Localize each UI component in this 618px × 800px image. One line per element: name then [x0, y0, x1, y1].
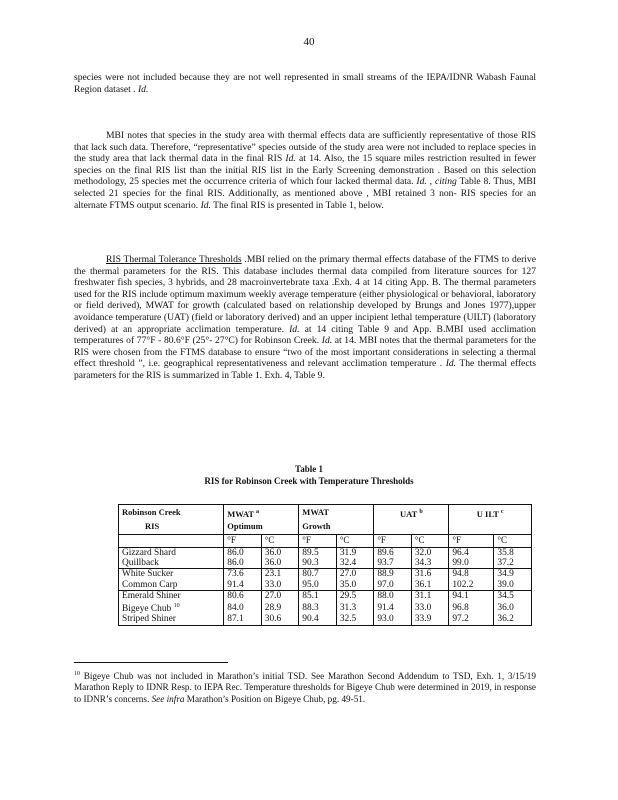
- header-mwat-growth: MWAT: [299, 505, 374, 522]
- temperature-value: 97.2: [449, 614, 494, 625]
- citing-word: citing: [434, 176, 457, 188]
- paragraph-1: [74, 72, 536, 95]
- table-row: [119, 614, 532, 625]
- temperature-value: 28.9: [261, 601, 299, 614]
- paragraph-2-text: The final RIS is presented in Table 1, below.: [210, 199, 384, 211]
- species-name: Quillback: [119, 558, 224, 569]
- section-heading: RIS Thermal Tolerance Thresholds: [106, 254, 242, 265]
- table-caption: [0, 463, 618, 487]
- paragraph-3-text: The thermal effects parameters for the RIS is summarized in Table 1. Exh. 4, Table 9.: [74, 358, 536, 381]
- temperature-value: 89.6: [374, 548, 412, 559]
- table-row: [119, 548, 532, 559]
- table-row: [119, 580, 532, 591]
- header-mwat-growth-sub: Growth: [299, 521, 374, 535]
- temperature-value: 33.0: [411, 601, 449, 614]
- table-row: [119, 569, 532, 580]
- temperature-value: 31.3: [336, 601, 374, 614]
- unit-f: °F: [449, 535, 494, 548]
- temperature-value: 96.8: [449, 601, 494, 614]
- temperature-value: 31.6: [411, 569, 449, 580]
- temperature-value: 102.2: [449, 580, 494, 591]
- citation-id: Id.: [289, 323, 300, 335]
- temperature-value: 36.0: [494, 601, 532, 614]
- citation-id: Id.: [445, 358, 457, 370]
- temperature-value: 90.3: [299, 558, 337, 569]
- header-species: Robinson Creek: [119, 505, 224, 522]
- unit-f: °F: [299, 535, 337, 548]
- table-row: [119, 590, 532, 601]
- temperature-value: 33.9: [411, 614, 449, 625]
- temperature-value: 39.0: [494, 580, 532, 591]
- temperature-value: 97.0: [374, 580, 412, 591]
- paragraph-2-text: Table 8. Thus, MBI selected 21 species for the final RIS. Additionally, as mentioned above , MBI retained 3 non- RIS species for an alternate FTMS output scenario.: [74, 176, 536, 211]
- footnote-rule: [74, 662, 228, 663]
- temperature-value: 32.4: [336, 558, 374, 569]
- citation-id: Id.: [285, 153, 296, 165]
- temperature-value: 29.5: [336, 590, 374, 601]
- temperature-value: 35.8: [494, 548, 532, 559]
- header-uilt: U ILT $^c$: [449, 505, 532, 522]
- citation-id: Id.: [137, 83, 149, 95]
- unit-c: °C: [336, 535, 374, 548]
- header-species-sub: RIS: [119, 521, 224, 535]
- see-infra: See infra: [151, 693, 185, 704]
- paragraph-3-text: at 14. MBI notes that the thermal parameters for the RIS were chosen from the FTMS database to ensure “two of the most important considerations in selecting a thermal effect threshold ”, i.e. geographical representativeness and relevant acclimation temperature .: [74, 335, 536, 370]
- header-unit-blank: [119, 535, 224, 548]
- temperature-value: 34.9: [494, 569, 532, 580]
- temperature-value: 37.2: [494, 558, 532, 569]
- temperature-value: 27.0: [336, 569, 374, 580]
- table-body: [119, 548, 532, 626]
- temperature-value: 31.9: [336, 548, 374, 559]
- unit-f: °F: [224, 535, 262, 548]
- temperature-value: 36.1: [411, 580, 449, 591]
- temperature-value: 30.6: [261, 614, 299, 625]
- paragraph-2-text: at 14. Also, the 15 square miles restriction resulted in fewer species on the final RIS list than the initial RIS list in the Early Screening demonstration . Based on this selection methodology, 25 species met the occurrence criteria of which four lacked thermal data.: [74, 153, 536, 188]
- paragraph-1-text: species were not included because they are not well represented in small streams of the IEPA/IDNR Wabash Faunal Region dataset .: [74, 72, 536, 95]
- species-name: Striped Shiner: [119, 614, 224, 625]
- species-name: Bigeye Chub $^{10}$: [119, 601, 224, 614]
- temperature-value: 93.7: [374, 558, 412, 569]
- header-mwat-optimum-sub: Optimum: [224, 521, 299, 535]
- citation-id: Id.: [200, 199, 211, 211]
- species-name: White Sucker: [119, 569, 224, 580]
- temperature-value: 84.0: [224, 601, 262, 614]
- header-mwat-optimum: MWAT $^a$: [224, 505, 299, 522]
- ris-temperature-table: [118, 504, 532, 626]
- temperature-value: 96.4: [449, 548, 494, 559]
- temperature-value: 34.3: [411, 558, 449, 569]
- temperature-value: 88.3: [299, 601, 337, 614]
- unit-c: °C: [261, 535, 299, 548]
- citation-id: Id.: [321, 335, 333, 347]
- unit-f: °F: [374, 535, 412, 548]
- table-number: Table 1: [295, 464, 323, 474]
- temperature-value: 36.0: [261, 548, 299, 559]
- temperature-value: 32.0: [411, 548, 449, 559]
- header-uilt-sub: [449, 521, 532, 535]
- temperature-value: 93.0: [374, 614, 412, 625]
- temperature-value: 85.1: [299, 590, 337, 601]
- temperature-value: 34.5: [494, 590, 532, 601]
- temperature-value: 95.0: [299, 580, 337, 591]
- temperature-value: 23.1: [261, 569, 299, 580]
- species-name: Gizzard Shard: [119, 548, 224, 559]
- temperature-value: 90.4: [299, 614, 337, 625]
- paragraph-2-text: ,: [426, 176, 435, 188]
- unit-c: °C: [411, 535, 449, 548]
- paragraph-2: [74, 130, 536, 211]
- species-name: Emerald Shiner: [119, 590, 224, 601]
- temperature-value: 87.1: [224, 614, 262, 625]
- temperature-value: 33.0: [261, 580, 299, 591]
- temperature-value: 32.5: [336, 614, 374, 625]
- temperature-value: 80.7: [299, 569, 337, 580]
- temperature-value: 91.4: [374, 601, 412, 614]
- citation-id: Id.: [416, 176, 427, 188]
- temperature-value: 88.0: [374, 590, 412, 601]
- page-number: 40: [303, 36, 315, 48]
- paragraph-3-text: at 14 citing Table 9 and App. B.MBI used acclimation temperatures of 77°F - 80.6°F (25°- 27°C) for Robinson Creek.: [74, 323, 536, 347]
- temperature-value: 36.2: [494, 614, 532, 625]
- temperature-value: 94.1: [449, 590, 494, 601]
- temperature-value: 35.0: [336, 580, 374, 591]
- temperature-value: 36.0: [261, 558, 299, 569]
- temperature-value: 86.0: [224, 558, 262, 569]
- footnote-text: Marathon’s Position on Bigeye Chub, pg. 49-51.: [184, 693, 366, 704]
- temperature-value: 27.0: [261, 590, 299, 601]
- table-title: RIS for Robinson Creek with Temperature Thresholds: [204, 476, 414, 486]
- table-row: [119, 558, 532, 569]
- footnote-text: Bigeye Chub was not included in Marathon’s initial TSD. See Marathon Second Addendum to TSD, Exh. 1, 3/15/19 Marathon Reply to IDNR Resp. to IEPA Rec. Temperature thresholds for Bigeye Chub were determined in 2019, in response to IDNR’s concerns.: [74, 671, 536, 704]
- temperature-value: 89.5: [299, 548, 337, 559]
- species-name: Common Carp: [119, 580, 224, 591]
- footnote-10: [74, 669, 536, 705]
- temperature-value: 91.4: [224, 580, 262, 591]
- temperature-value: 88.9: [374, 569, 412, 580]
- table-row: [119, 601, 532, 614]
- temperature-value: 99.0: [449, 558, 494, 569]
- paragraph-2-text: MBI notes that species in the study area with thermal effects data are sufficiently representative of those RIS that lack such data. Therefore, “representative” species outside of the study area were not included to replace species in the study area that lack thermal data in the final RIS: [74, 130, 536, 165]
- unit-c: °C: [494, 535, 532, 548]
- temperature-value: 86.0: [224, 548, 262, 559]
- temperature-value: 31.1: [411, 590, 449, 601]
- header-uat-sub: [374, 521, 449, 535]
- paragraph-3-text: .MBI relied on the primary thermal effects database of the FTMS to derive the thermal parameters for the RIS. This database includes thermal data compiled from literature sources for 127 freshwater fish species, 3 hybrids, and 28 macroinvertebrate taxa .Exh. 4 at 14 citing App. B. The thermal parameters used for the RIS include optimum maximum weekly average temperature (either physiological or behavioral, laboratory or field derived), MWAT for growth (calculated based on relationship developed by Brungs and Jones 1977),upper avoidance temperature (UAT) (field or laboratory derived) and an upper incipient lethal temperature (UILT) (laboratory derived) at an appropriate acclimation temperature.: [74, 254, 536, 335]
- temperature-value: 73.6: [224, 569, 262, 580]
- paragraph-3: [74, 254, 536, 382]
- footnote-ref: 10: [173, 603, 180, 610]
- temperature-value: 94.8: [449, 569, 494, 580]
- footnote-mark: 10: [74, 671, 80, 677]
- temperature-value: 80.6: [224, 590, 262, 601]
- header-uat: UAT $^b$: [374, 505, 449, 522]
